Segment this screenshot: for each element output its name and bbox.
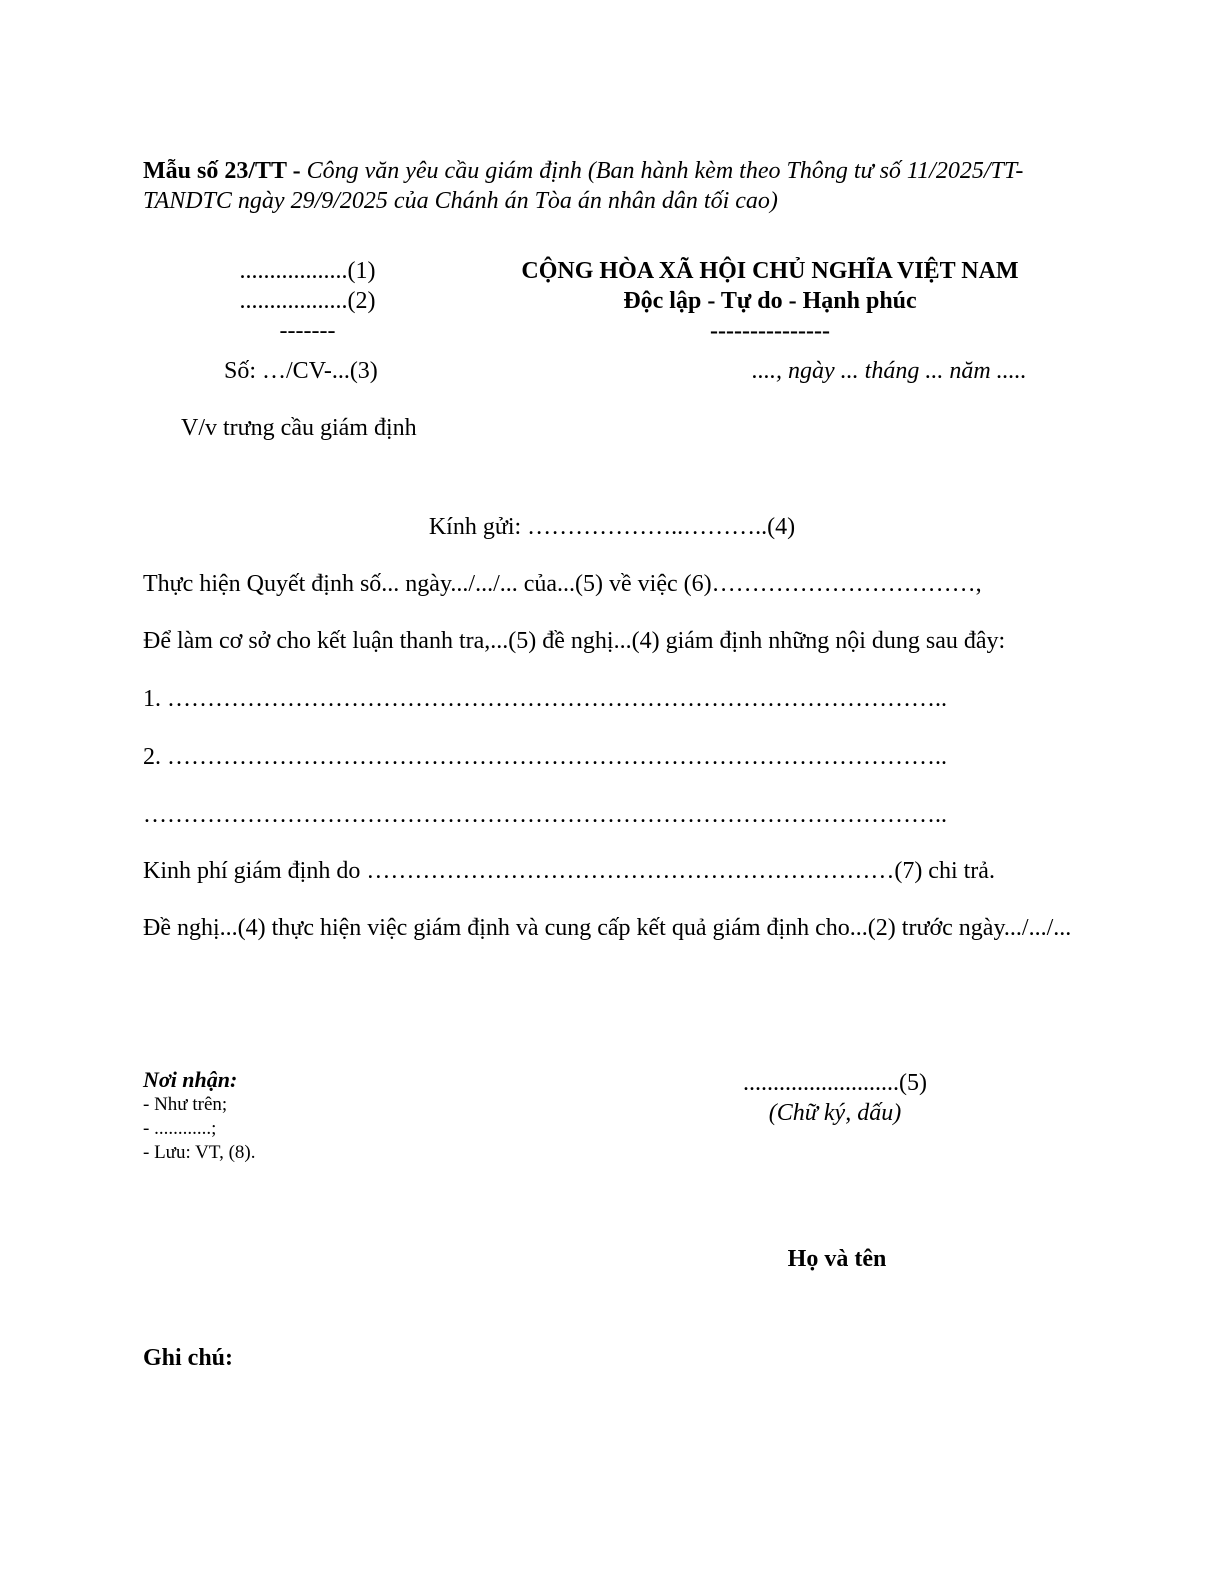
issuing-agency-line-2: ..................(2)	[239, 288, 376, 314]
national-header-block	[470, 256, 1070, 346]
issuing-agency-block	[200, 256, 415, 346]
national-divider: ---------------	[710, 318, 830, 344]
recipient-item: - Lưu: VT, (8).	[143, 1142, 256, 1163]
recipients-title: Nơi nhận:	[143, 1067, 238, 1092]
national-title: CỘNG HÒA XÃ HỘI CHỦ NGHĨA VIỆT NAM	[521, 258, 1019, 284]
recipient-line: Kính gửi: ………………..………..(4)	[428, 514, 796, 540]
content-item-1: 1. ……………………………………………………………………………………..	[143, 686, 947, 712]
signature-note: (Chữ ký, dấu)	[768, 1100, 902, 1126]
document-date: ...., ngày ... tháng ... năm .....	[752, 358, 1027, 384]
form-title-description: Công văn yêu cầu giám định (Ban hành kèm theo Thông tư số 11/2025/TT-TANDTC ngày 29/9/2025 của Chánh án Tòa án nhân dân tối cao)	[143, 158, 1024, 214]
content-item-more: ………………………………………………………………………………………..	[143, 802, 947, 828]
request-paragraph: Đề nghị...(4) thực hiện việc giám định và cung cấp kết quả giám định cho...(2) trước ngày.../.../...	[143, 915, 1072, 941]
form-title	[143, 156, 1103, 216]
body-paragraph-request: Để làm cơ sở cho kết luận thanh tra,...(5) đề nghị...(4) giám định những nội dung sau đây:	[143, 628, 1006, 654]
notes-title: Ghi chú:	[143, 1345, 234, 1371]
document-subject: V/v trưng cầu giám định	[181, 415, 417, 441]
issuing-agency-divider: -------	[279, 318, 336, 344]
fee-line: Kinh phí giám định do …………………………………………………………(7) chi trả.	[143, 858, 995, 884]
national-motto: Độc lập - Tự do - Hạnh phúc	[623, 288, 917, 314]
signature-line: ..........................(5)	[743, 1070, 927, 1096]
recipient-item: - Như trên;	[143, 1094, 228, 1115]
form-title-label: Mẫu số 23/TT -	[143, 158, 301, 184]
issuing-agency-line-1: ..................(1)	[239, 258, 376, 284]
recipients-block	[143, 1067, 256, 1165]
recipient-item: - ............;	[143, 1118, 217, 1139]
signature-block	[700, 1068, 970, 1128]
document-number: Số: …/CV-...(3)	[224, 358, 378, 384]
content-item-2: 2. ……………………………………………………………………………………..	[143, 744, 947, 770]
body-paragraph-decision: Thực hiện Quyết định số... ngày.../.../... của...(5) về việc (6)……………………………,	[143, 571, 982, 597]
signer-name: Họ và tên	[787, 1246, 887, 1272]
